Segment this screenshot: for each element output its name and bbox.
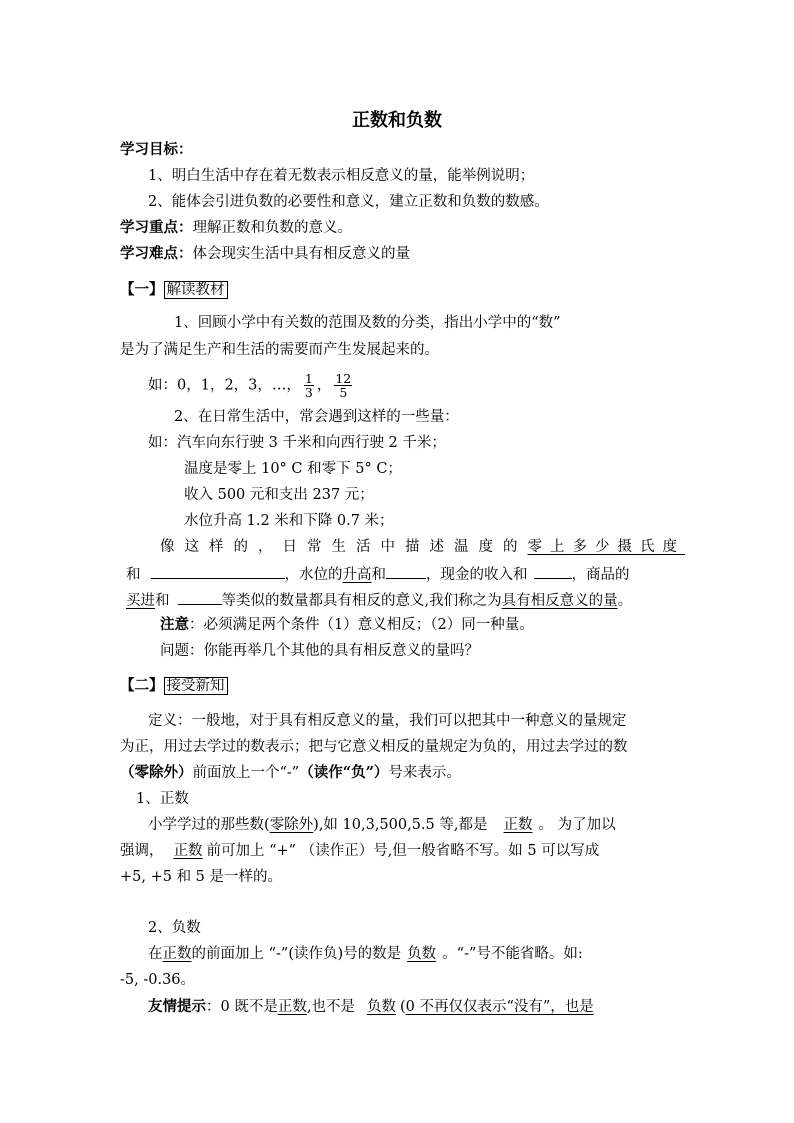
section-2-bracket: 【二】 [120,677,164,694]
l3-mid: 等类似的数量都具有相反的意义,我们称之为 [221,593,502,609]
sec1-example-numbers [148,372,355,399]
neg1-c: 。“-”号不能省略。如: [442,946,583,962]
pos1-c: 。 为了加以 [538,817,616,833]
section-2-heading [120,676,228,696]
tip-negative: 负数 [366,999,396,1015]
tip-d: 0 不再仅仅表示“没有”，也是 [405,999,594,1015]
example-prefix: 如：0，1，2，3，…， [148,377,301,394]
positive-line-2 [120,841,599,861]
blank-4 [178,589,222,605]
positive-heading: 1、正数 [136,791,189,807]
def3-zero-except: （零除外） [120,764,193,781]
fraction-one-third [304,372,314,399]
definition-line-2: 为正，用过去学过的数表示；把与它意义相反的量规定为负的，用过去学过的数 [120,739,628,755]
tip-label: 友情提示 [148,998,206,1015]
section-1-heading [120,280,228,300]
negative-heading: 2、负数 [148,920,201,936]
def3-mid: 前面放上一个“-” [192,765,300,781]
sec1-example-2: 温度是零上 10° C 和零下 5° C； [184,461,402,477]
frac2-numerator: 12 [335,371,352,386]
blank-1 [151,563,285,579]
pos2-a: 强调， [120,843,164,859]
neg1-positive: 正数 [162,946,192,962]
neg1-answer: 负数 [407,946,437,962]
sec1-example-3: 收入 500 元和支出 237 元； [184,487,374,503]
document-title: 正数和负数 [352,110,442,131]
l3-buy: 买进 [126,593,155,609]
sec1-example-4: 水位升高 1.2 米和下降 0.7 米； [184,513,394,529]
like-answer: 零上多少摄氏度 [527,539,685,555]
note-text: ：必须满足两个条件（1）意义相反；（2）同一种量。 [189,617,534,633]
negative-line-2: -5, -0.36。 [120,972,196,988]
section-1-bracket: 【一】 [120,281,164,298]
sec1-example-1: 如：汽车向东行驶 3 千米和向西行驶 2 千米； [148,435,446,451]
section-1-name: 解读教材 [164,281,228,299]
l2-goods: ，商品的 [571,567,630,583]
focus-label: 学习重点： [120,219,193,236]
sec1-para1-a: 1、回顾小学中有关数的范围及数的分类，指出小学中的“数” [174,315,561,331]
sec1-para2: 2、在日常生活中，常会遇到这样的一些量： [174,409,459,425]
blank-2 [386,563,426,579]
definition-line-3 [120,763,461,783]
difficulty-text: 体会现实生活中具有相反意义的量 [192,246,410,262]
sec1-blanks-line [126,563,630,585]
l3-end: 。 [617,593,633,609]
friendly-tip [148,997,594,1017]
tip-positive: 正数 [277,999,307,1015]
difficulty-line [120,244,410,264]
frac1-numerator: 1 [304,371,313,386]
l3-and: 和 [155,593,170,609]
pos2-b: 前可加上 “+” （读作正）号,但一般省略不写。如 5 可以写成 [206,843,600,859]
l2-cash: ，现金的收入和 [426,567,528,583]
pos1-answer: 正数 [503,817,533,833]
l2-water: ，水位的 [284,567,343,583]
positive-line-1 [148,815,616,835]
pos1-b: ),如 10,3,500,5.5 等,都是 [313,817,488,833]
definition-line-1: 定义：一般地，对于具有相反意义的量，我们可以把其中一种意义的量规定 [148,713,627,729]
goal-item-1: 1、明白生活中存在着无数表示相反意义的量，能举例说明； [148,168,535,184]
sec1-term-line [126,589,632,611]
focus-text: 理解正数和负数的意义。 [192,220,352,236]
note-label: 注意 [160,616,189,633]
like-text: 像这样的，日常生活中描述温度的 [160,539,528,555]
def3-read-as: （读作“负”） [299,764,389,781]
sec1-note [160,615,534,635]
sec1-para1-b: 是为了满足生产和生活的需要而产生发展起来的。 [120,342,439,358]
frac2-denominator: 5 [339,385,348,400]
def3-end: 号来表示。 [388,765,461,781]
neg1-a: 在 [148,946,163,962]
l2-and: 和 [371,567,386,583]
tip-a: ：0 既不是 [206,999,278,1015]
tip-b: ,也不是 [306,999,355,1015]
section-2-name: 接受新知 [164,677,228,695]
sec1-like-line [160,537,685,557]
negative-line-1 [148,944,583,964]
sec1-question: 问题：你能再举几个其他的具有相反意义的量吗？ [160,643,479,659]
difficulty-label: 学习难点： [120,245,193,262]
fraction-separator: ， [316,377,332,394]
pos2-answer: 正数 [173,843,203,859]
focus-line [120,218,352,238]
pos1-zero: 零除外 [269,817,314,833]
tip-c: ( [399,999,406,1015]
pos1-a: 小学学过的那些数( [148,817,270,833]
fraction-twelve-fifths [334,372,352,399]
l2-up: 升高 [342,567,372,583]
positive-line-3: +5, +5 和 5 是一样的。 [120,869,283,885]
goal-item-2: 2、能体会引进负数的必要性和意义，建立正数和负数的数感。 [148,194,549,210]
neg1-b: 的前面加上 “-”(读作负)号的数是 [191,946,402,962]
goals-heading: 学习目标： [120,141,193,158]
blank-3 [534,563,572,579]
frac1-denominator: 3 [304,385,313,400]
l3-term: 具有相反意义的量 [501,593,618,609]
l2-he: 和 [126,567,141,583]
